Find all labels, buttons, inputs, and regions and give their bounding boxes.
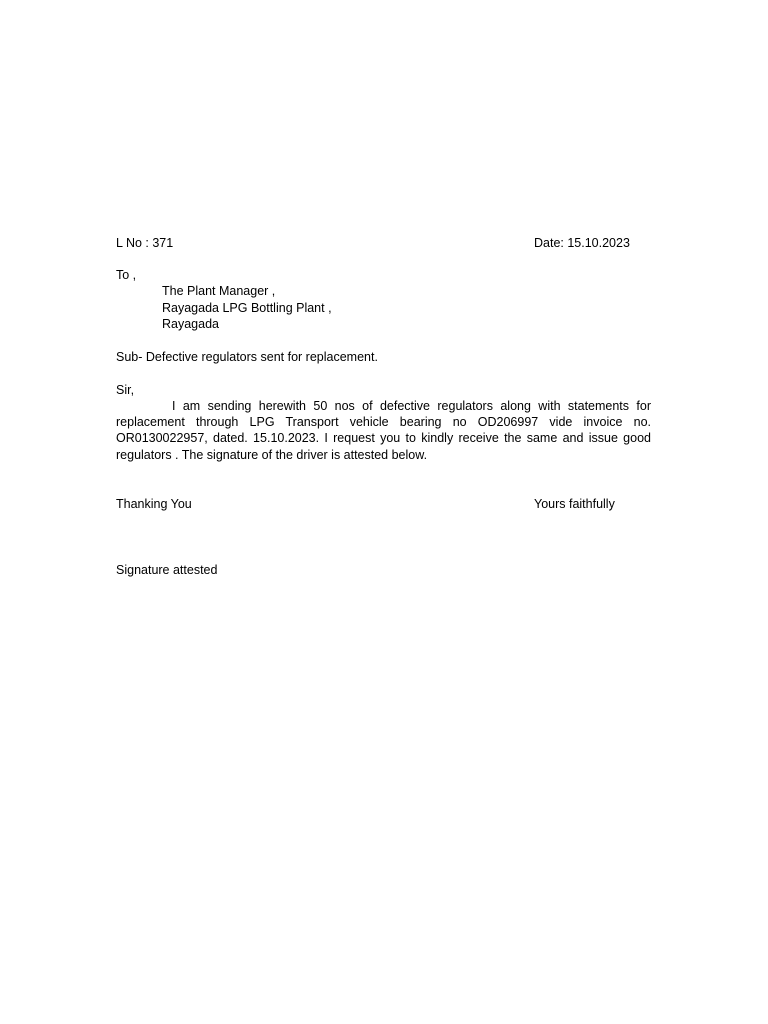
recipient-line-2: Rayagada LPG Bottling Plant ,	[162, 301, 332, 315]
recipient-line-3: Rayagada	[162, 317, 219, 331]
signature-attested-label: Signature attested	[116, 563, 218, 577]
letter-reference-number: L No : 371	[116, 236, 174, 250]
thanks-line: Thanking You	[116, 497, 192, 511]
closing-line: Yours faithfully	[534, 497, 615, 511]
letter-body-text: I am sending herewith 50 nos of defective regulators along with statements for replacement through LPG Transport vehicle bearing no OD206997 vide invoice no. OR0130022957, dated. 15.10.2023. I request you to kindly receive the same and issue good regulators . The signature of the driver is attested below.	[116, 399, 651, 462]
salutation: Sir,	[116, 383, 135, 397]
subject-line: Sub- Defective regulators sent for replacement.	[116, 350, 378, 364]
recipient-line-1: The Plant Manager ,	[162, 284, 276, 298]
to-label: To ,	[116, 268, 137, 282]
letter-date: Date: 15.10.2023	[534, 236, 630, 250]
letter-body	[116, 398, 651, 463]
